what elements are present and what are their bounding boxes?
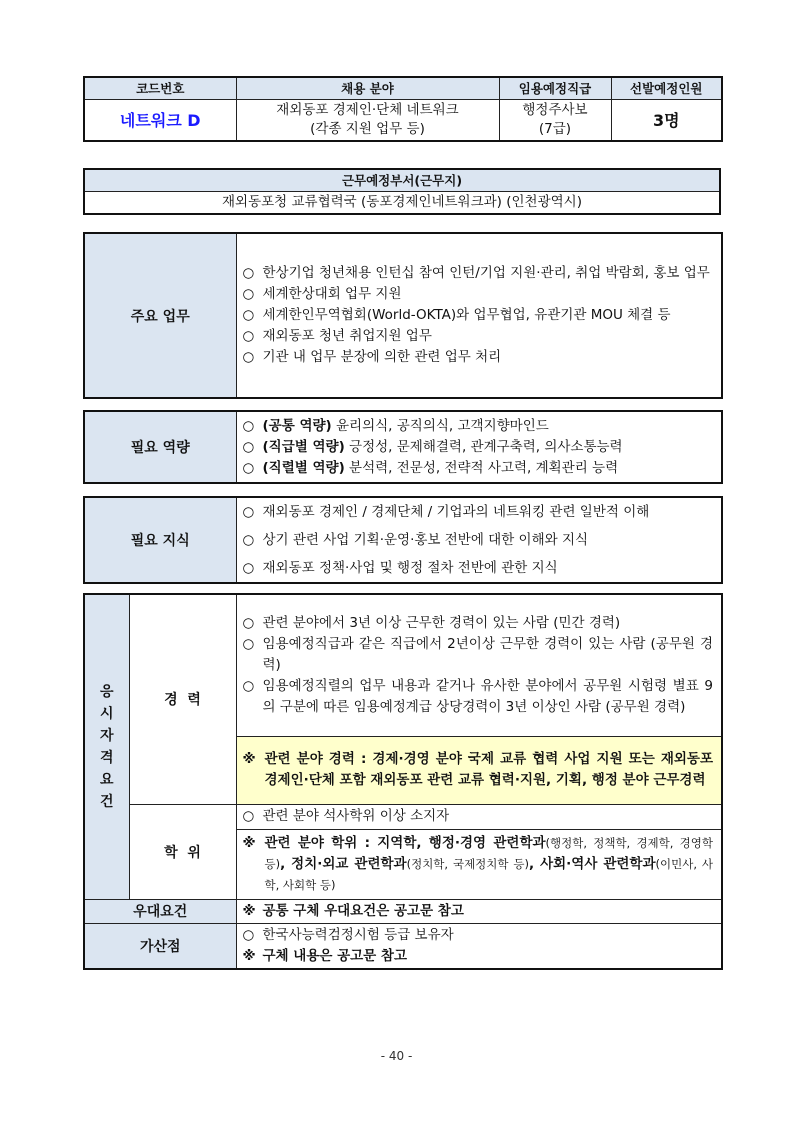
col-code-header: 코드번호 (84, 77, 236, 99)
preference-note: ※ 공통 구체 우대요건은 공고문 참고 (242, 902, 464, 919)
rank-line2: (7급) (538, 120, 572, 137)
experience-item: ○ 관련 분야에서 3년 이상 근무한 경력이 있는 사람 (민간 경력) (242, 614, 621, 631)
rank-line1: 행정주사보 (522, 101, 588, 118)
duty-item: ○ 기관 내 업무 분장에 의한 관련 업무 처리 (242, 349, 502, 365)
experience-item: ○ 임용예정직급과 같은 직급에서 2년이상 근무한 경력이 있는 사람 (공무원 경력) (242, 635, 713, 673)
col-count-header: 선발예정인원 (611, 77, 722, 99)
experience-note: ※ 관련 분야 경력 : 경제·경영 분야 국제 교류 협력 사업 지원 또는 재외동포 경제인·단체 포함 재외동포 관련 교류 협력·지원, 기획, 행정 분야 근무경력 (242, 751, 713, 788)
degree-label: 학 위 (129, 804, 236, 899)
page-number: - 40 - (380, 1049, 413, 1063)
qualifications-table (83, 593, 723, 970)
preference-label: 우대요건 (84, 899, 236, 923)
col-field-header: 채용 분야 (236, 77, 499, 99)
knowledge-item: ○ 재외동포 정책·사업 및 행정 절차 전반에 관한 지식 (242, 560, 558, 576)
knowledge-table (83, 496, 723, 584)
bonus-label: 가산점 (84, 923, 236, 969)
duties-table (83, 232, 723, 399)
knowledge-label: 필요 지식 (84, 497, 236, 583)
department-value: 재외동포청 교류협력국 (동포경제인네트워크과) (인천광역시) (84, 191, 720, 214)
duty-item: ○ 재외동포 청년 취업지원 업무 (242, 328, 432, 344)
knowledge-item: ○ 재외동포 경제인 / 경제단체 / 기업과의 네트워킹 관련 일반적 이해 (242, 504, 650, 520)
department-title: 근무예정부서(근무지) (84, 169, 720, 191)
count-value: 3명 (652, 111, 680, 131)
experience-item: ○ 임용예정직렬의 업무 내용과 같거나 유사한 분야에서 공무원 시험령 별표 9의 구분에 따른 임용예정계급 상당경력이 3년 이상인 사람 (공무원 경력) (242, 677, 713, 715)
code-value: 네트워크 D (119, 111, 201, 131)
competency-item: ○ (직급별 역량) 긍정성, 문제해결력, 관계구축력, 의사소통능력 (242, 438, 623, 455)
bonus-item: ○ 한국사능력검정시험 등급 보유자 (242, 926, 454, 943)
degree-item: ○ 관련 분야 석사학위 이상 소지자 (242, 808, 450, 824)
duty-item: ○ 세계한상대회 업무 지원 (242, 286, 402, 302)
competency-label: 필요 역량 (84, 411, 236, 483)
field-line2: (각종 지원 업무 등) (310, 120, 425, 137)
competency-item: ○ (공통 역량) 윤리의식, 공직의식, 고객지향마인드 (242, 417, 549, 434)
duties-label: 주요 업무 (84, 233, 236, 398)
competency-table (83, 410, 723, 484)
qualifications-label: 응 시 자 격 요 건 (84, 594, 129, 899)
experience-label: 경 력 (129, 594, 236, 804)
field-line1: 재외동포 경제인·단체 네트워크 (276, 101, 459, 118)
col-rank-header: 임용예정직급 (499, 77, 611, 99)
bonus-note: ※ 구체 내용은 공고문 참고 (242, 947, 408, 964)
competency-item: ○ (직렬별 역량) 분석력, 전문성, 전략적 사고력, 계획관리 능력 (242, 459, 619, 476)
knowledge-item: ○ 상기 관련 사업 기획·운영·홍보 전반에 대한 이해와 지식 (242, 532, 589, 548)
degree-note: ※ 관련 분야 학위 : 지역학, 행정·경영 관련학과(행정학, 정책학, 경제학, 경영학 등), 정치·외교 관련학과(정치학, 국제정치학 등), 사회·역사 관련학과(이민사, 사학, 사회학 등) (242, 834, 713, 892)
duty-item: ○ 세계한인무역협회(World-OKTA)와 업무협업, 유관기관 MOU 체결 등 (242, 307, 671, 323)
department-table (83, 168, 721, 215)
duty-item: ○ 한상기업 청년채용 인턴십 참여 인턴/기업 지원·관리, 취업 박람회, 홍보 업무 (242, 265, 710, 281)
job-header-table (83, 76, 723, 142)
